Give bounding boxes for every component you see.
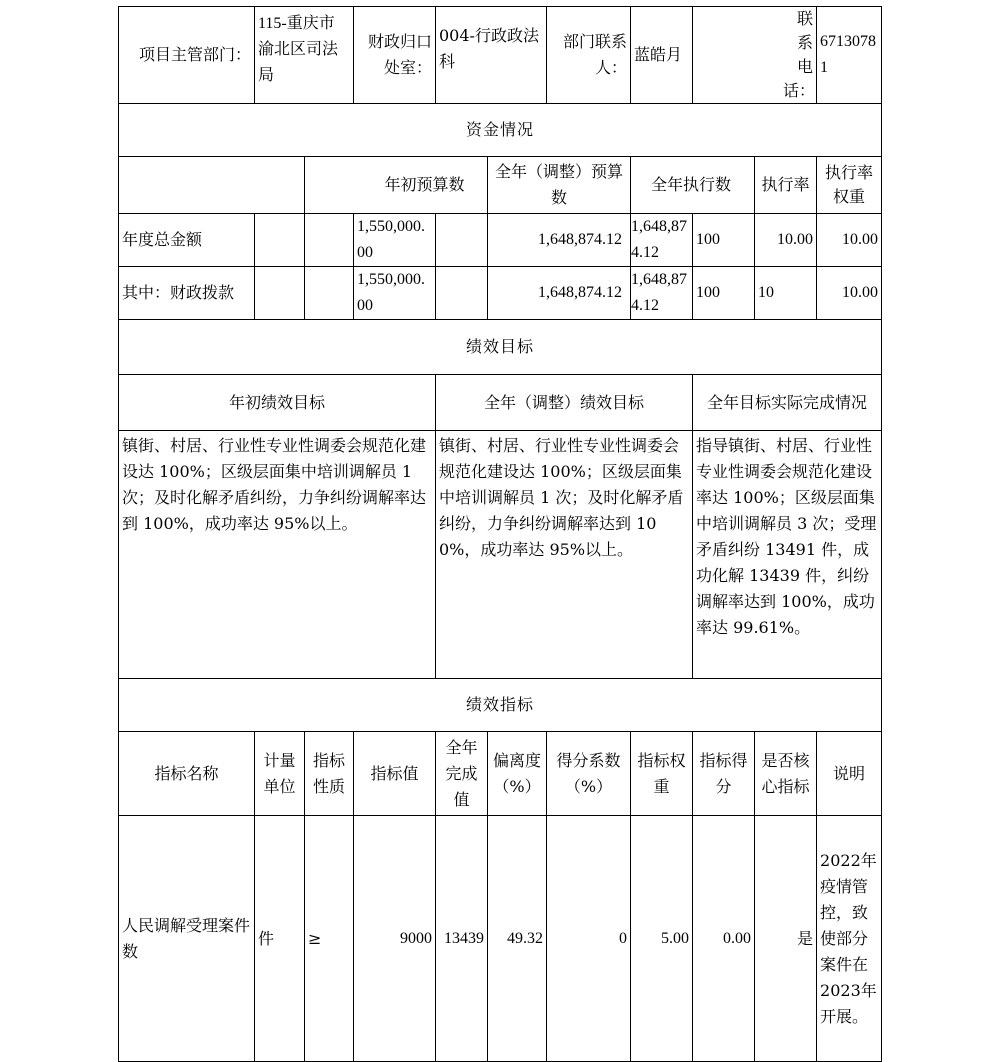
funds-blank bbox=[255, 267, 305, 320]
funds-executed-value: 1,648,874.12 bbox=[631, 214, 693, 267]
funds-rate-value: 100 bbox=[693, 267, 755, 320]
goals-section-title: 绩效目标 bbox=[119, 320, 882, 375]
goals-col-actual: 全年目标实际完成情况 bbox=[693, 375, 882, 431]
contact-value: 蓝皓月 bbox=[631, 7, 693, 104]
funds-row-label: 年度总金额 bbox=[119, 214, 255, 267]
ind-col-unit: 计量单位 bbox=[255, 732, 305, 816]
ind-name: 人民调解受理案件数 bbox=[119, 816, 255, 1062]
ind-weight: 5.00 bbox=[631, 816, 693, 1062]
phone-label: 联系电话： bbox=[693, 7, 817, 104]
funds-executed-value: 1,648,874.12 bbox=[631, 267, 693, 320]
ind-note: 2022年疫情管控，致使部分案件在2023年开展。 bbox=[817, 816, 882, 1062]
finance-label: 财政归口处室： bbox=[354, 7, 436, 104]
funds-weight-value: 10.00 bbox=[755, 214, 817, 267]
finance-value: 004-行政政法科 bbox=[436, 7, 547, 104]
dept-value: 115-重庆市渝北区司法局 bbox=[255, 7, 354, 104]
goals-content-row bbox=[119, 431, 882, 679]
ind-col-completed: 全年完成值 bbox=[436, 732, 488, 816]
funds-adjusted-value: 1,648,874.12 bbox=[488, 267, 631, 320]
funds-blank bbox=[436, 214, 488, 267]
funds-blank bbox=[436, 267, 488, 320]
funds-col-initial: 年初预算数 bbox=[305, 157, 488, 214]
dept-label: 项目主管部门： bbox=[119, 7, 255, 104]
ind-col-name: 指标名称 bbox=[119, 732, 255, 816]
contact-label: 部门联系人： bbox=[547, 7, 631, 104]
ind-col-deviation: 偏离度（%） bbox=[488, 732, 547, 816]
funds-weight-value: 10 bbox=[755, 267, 817, 320]
funds-section-title: 资金情况 bbox=[119, 104, 882, 157]
ind-coef: 0 bbox=[547, 816, 631, 1062]
ind-core: 是 bbox=[755, 816, 817, 1062]
ind-col-value: 指标值 bbox=[354, 732, 436, 816]
goals-initial-text: 镇街、村居、行业性专业性调委会规范化建设达 100%；区级层面集中培训调解员 1 次；及时化解矛盾纠纷，力争纠纷调解率达到 100%，成功率达 95%以上。 bbox=[119, 431, 436, 679]
funds-col-rate: 执行率 bbox=[755, 157, 817, 214]
ind-col-nature: 指标性质 bbox=[305, 732, 354, 816]
funds-section-row bbox=[119, 104, 882, 157]
goals-section-row bbox=[119, 320, 882, 375]
indicators-header-row bbox=[119, 732, 882, 816]
funds-initial-value: 1,550,000.00 bbox=[354, 267, 436, 320]
ind-nature: ≥ bbox=[305, 816, 354, 1062]
goals-header-row bbox=[119, 375, 882, 431]
funds-header-row bbox=[119, 157, 882, 214]
ind-col-score: 指标得分 bbox=[693, 732, 755, 816]
ind-deviation: 49.32 bbox=[488, 816, 547, 1062]
funds-blank bbox=[305, 267, 354, 320]
ind-score: 0.00 bbox=[693, 816, 755, 1062]
performance-table bbox=[118, 6, 882, 1062]
goals-adjusted-text: 镇街、村居、行业性专业性调委会规范化建设达 100%；区级层面集中培训调解员 1 次；及时化解矛盾纠纷，力争纠纷调解率达到 100%，成功率达 95%以上。 bbox=[436, 431, 693, 679]
ind-col-coef: 得分系数（%） bbox=[547, 732, 631, 816]
funds-initial-value: 1,550,000.00 bbox=[354, 214, 436, 267]
funds-blank bbox=[255, 214, 305, 267]
ind-unit: 件 bbox=[255, 816, 305, 1062]
indicator-row bbox=[119, 816, 882, 1062]
indicators-section-title: 绩效指标 bbox=[119, 679, 882, 732]
funds-row-label: 其中：财政拨款 bbox=[119, 267, 255, 320]
goals-col-adjusted: 全年（调整）绩效目标 bbox=[436, 375, 693, 431]
funds-score-value: 10.00 bbox=[817, 267, 882, 320]
funds-col-adjusted: 全年（调整）预算数 bbox=[488, 157, 631, 214]
ind-completed: 13439 bbox=[436, 816, 488, 1062]
funds-header-blank bbox=[119, 157, 305, 214]
funds-rate-value: 100 bbox=[693, 214, 755, 267]
funds-row-total bbox=[119, 214, 882, 267]
ind-col-note: 说明 bbox=[817, 732, 882, 816]
indicators-section-row bbox=[119, 679, 882, 732]
phone-value: 67130781 bbox=[817, 7, 882, 104]
header-row bbox=[119, 7, 882, 104]
funds-score-value: 10.00 bbox=[817, 214, 882, 267]
funds-col-executed: 全年执行数 bbox=[631, 157, 755, 214]
ind-col-weight: 指标权重 bbox=[631, 732, 693, 816]
goals-col-initial: 年初绩效目标 bbox=[119, 375, 436, 431]
ind-col-core: 是否核心指标 bbox=[755, 732, 817, 816]
funds-row-fiscal bbox=[119, 267, 882, 320]
ind-value: 9000 bbox=[354, 816, 436, 1062]
funds-blank bbox=[305, 214, 354, 267]
goals-actual-text: 指导镇街、村居、行业性专业性调委会规范化建设率达 100%；区级层面集中培训调解员 3 次；受理矛盾纠纷 13491 件，成功化解 13439 件，纠纷调解率达到 100%，成功率达 99.61%。 bbox=[693, 431, 882, 679]
funds-col-weight: 执行率权重 bbox=[817, 157, 882, 214]
funds-adjusted-value: 1,648,874.12 bbox=[488, 214, 631, 267]
